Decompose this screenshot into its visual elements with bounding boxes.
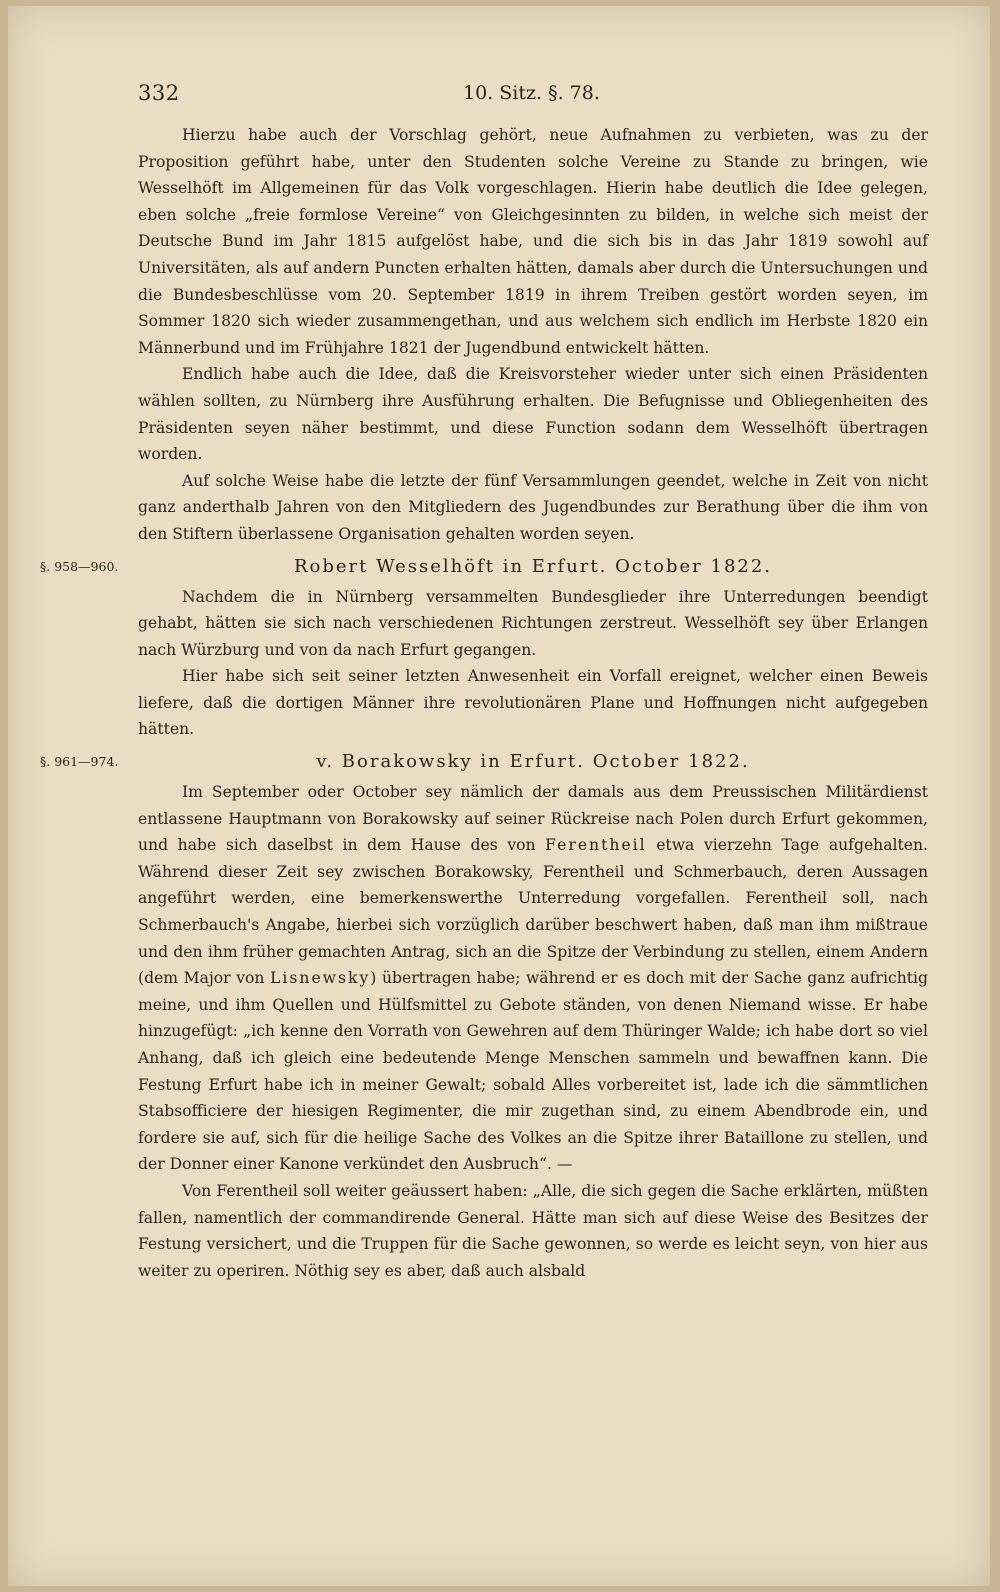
section-title: Robert Wesselhöft in Erfurt. October 1822. bbox=[293, 555, 773, 577]
section-reference: §. 961—974. bbox=[40, 754, 119, 770]
paragraph-text: etwa vierzehn Tage aufgehalten. Während dieser Zeit sey zwischen Borakowsky, Ferentheil und Schmerbauch, deren Aussagen angeführt werden, eine bemerkenswerthe Unterredung vorgefallen. Ferentheil soll, nach Schmerbauch's Angabe, hierbei sich vorzüglich darüber beschwert haben, daß man ihm mißtraue und den ihm früher gemachten Antrag, sich an die Spitze der Verbindung zu stellen, einem Andern (dem Major von bbox=[138, 836, 928, 988]
paragraph bbox=[138, 779, 928, 1178]
paragraph: Endlich habe auch die Idee, daß die Kreisvorsteher wieder unter sich einen Präsidenten wählen sollten, zu Nürnberg ihre Ausführung erhalten. Die Befugnisse und Obliegenheiten des Präsidenten seyen näher bestimmt, und diese Function sodann dem Wesselhöft übertragen worden. bbox=[138, 365, 928, 464]
paragraph: Hierzu habe auch der Vorschlag gehört, neue Aufnahmen zu verbieten, was zu der Proposition geführt habe, unter den Studenten solche Vereine zu Stande zu bringen, wie Wesselhöft im Allgemeinen für das Volk vorgeschlagen. Hierin habe deutlich die Idee gelegen, eben solche „freie formlose Vereine“ von Gleichgesinnten zu bilden, in welche sich meist der Deutsche Bund im Jahr 1815 aufgelöst habe, und die sich bis in das Jahr 1819 sowohl auf Universitäten, als auf andern Puncten erhalten hätten, damals aber durch die Untersuchungen und die Bundesbeschlüsse vom 20. September 1819 in ihrem Treiben gestört worden seyen, im Sommer 1820 sich wieder zusammengethan, und aus welchem sich endlich im Herbste 1820 ein Männerbund und im Frühjahre 1821 der Jugendbund entwickelt hätten. bbox=[138, 126, 928, 357]
page-header bbox=[138, 78, 928, 122]
page-body bbox=[40, 78, 928, 1284]
running-head: 10. Sitz. §. 78. bbox=[463, 82, 600, 104]
section-title: v. Borakowsky in Erfurt. October 1822. bbox=[316, 751, 750, 773]
section-reference: §. 958—960. bbox=[40, 558, 119, 574]
paragraph: Hier habe sich seit seiner letzten Anwesenheit ein Vorfall ereignet, welcher einen Beweis liefere, daß die dortigen Männer ihre revolutionären Plane und Hoffnungen nicht aufgegeben hätten. bbox=[138, 667, 928, 739]
page-number: 332 bbox=[138, 81, 180, 105]
paragraph: Auf solche Weise habe die letzte der fünf Versammlungen geendet, welche in Zeit von nicht ganz anderthalb Jahren von den Mitgliedern des Jugendbundes zur Berathung über die ihm von den Stiftern überlassene Organisation gehalten worden seyen. bbox=[138, 471, 928, 543]
paragraph-text: Im September oder October sey nämlich der damals aus dem Preussischen Militärdienst entlassene Hauptmann von Borakowsky auf seiner Rückreise nach Polen durch Erfurt gekommen, und habe sich daselbst in dem Hause des von bbox=[138, 783, 928, 855]
person-name: Ferentheil bbox=[545, 836, 647, 855]
section-heading bbox=[40, 552, 928, 582]
paragraph-text: ) übertragen habe; während er es doch mit der Sache ganz aufrichtig meine, und ihm Quellen und Hülfsmittel zu Gebote ständen, von denen Niemand wisse. Er habe hinzugefügt: „ich kenne den Vorrath von Gewehren auf dem Thüringer Walde; ich habe dort so viel Anhang, daß ich gleich eine bedeutende Menge Menschen sammeln und bewaffnen kann. Die Festung Erfurt habe ich in meiner Gewalt; sobald Alles vorbereitet ist, lade ich die sämmtlichen Stabsofficiere der hiesigen Regimenter, die mir zugethan sind, zu einem Abendbrode ein, und fordere sie auf, sich für die heilige Sache des Volkes an die Spitze ihrer Bataillone zu stellen, und der Donner einer Kanone verkündet den Ausbruch“. — bbox=[138, 969, 928, 1174]
book-page bbox=[8, 6, 990, 1586]
section-heading bbox=[40, 747, 928, 777]
person-name: Lisnewsky bbox=[270, 969, 371, 988]
paragraph: Von Ferentheil soll weiter geäussert haben: „Alle, die sich gegen die Sache erklärten, müßten fallen, namentlich der commandirende General. Hätte man sich auf diese Weise des Besitzes der Festung versichert, und die Truppen für die Sache gewonnen, so werde es leicht seyn, von hier aus weiter zu operiren. Nöthig sey es aber, daß auch alsbald bbox=[138, 1181, 928, 1280]
paragraph: Nachdem die in Nürnberg versammelten Bundesglieder ihre Unterredungen beendigt gehabt, hätten sie sich nach verschiedenen Richtungen zerstreut. Wesselhöft sey über Erlangen nach Würzburg und von da nach Erfurt gegangen. bbox=[138, 587, 928, 659]
